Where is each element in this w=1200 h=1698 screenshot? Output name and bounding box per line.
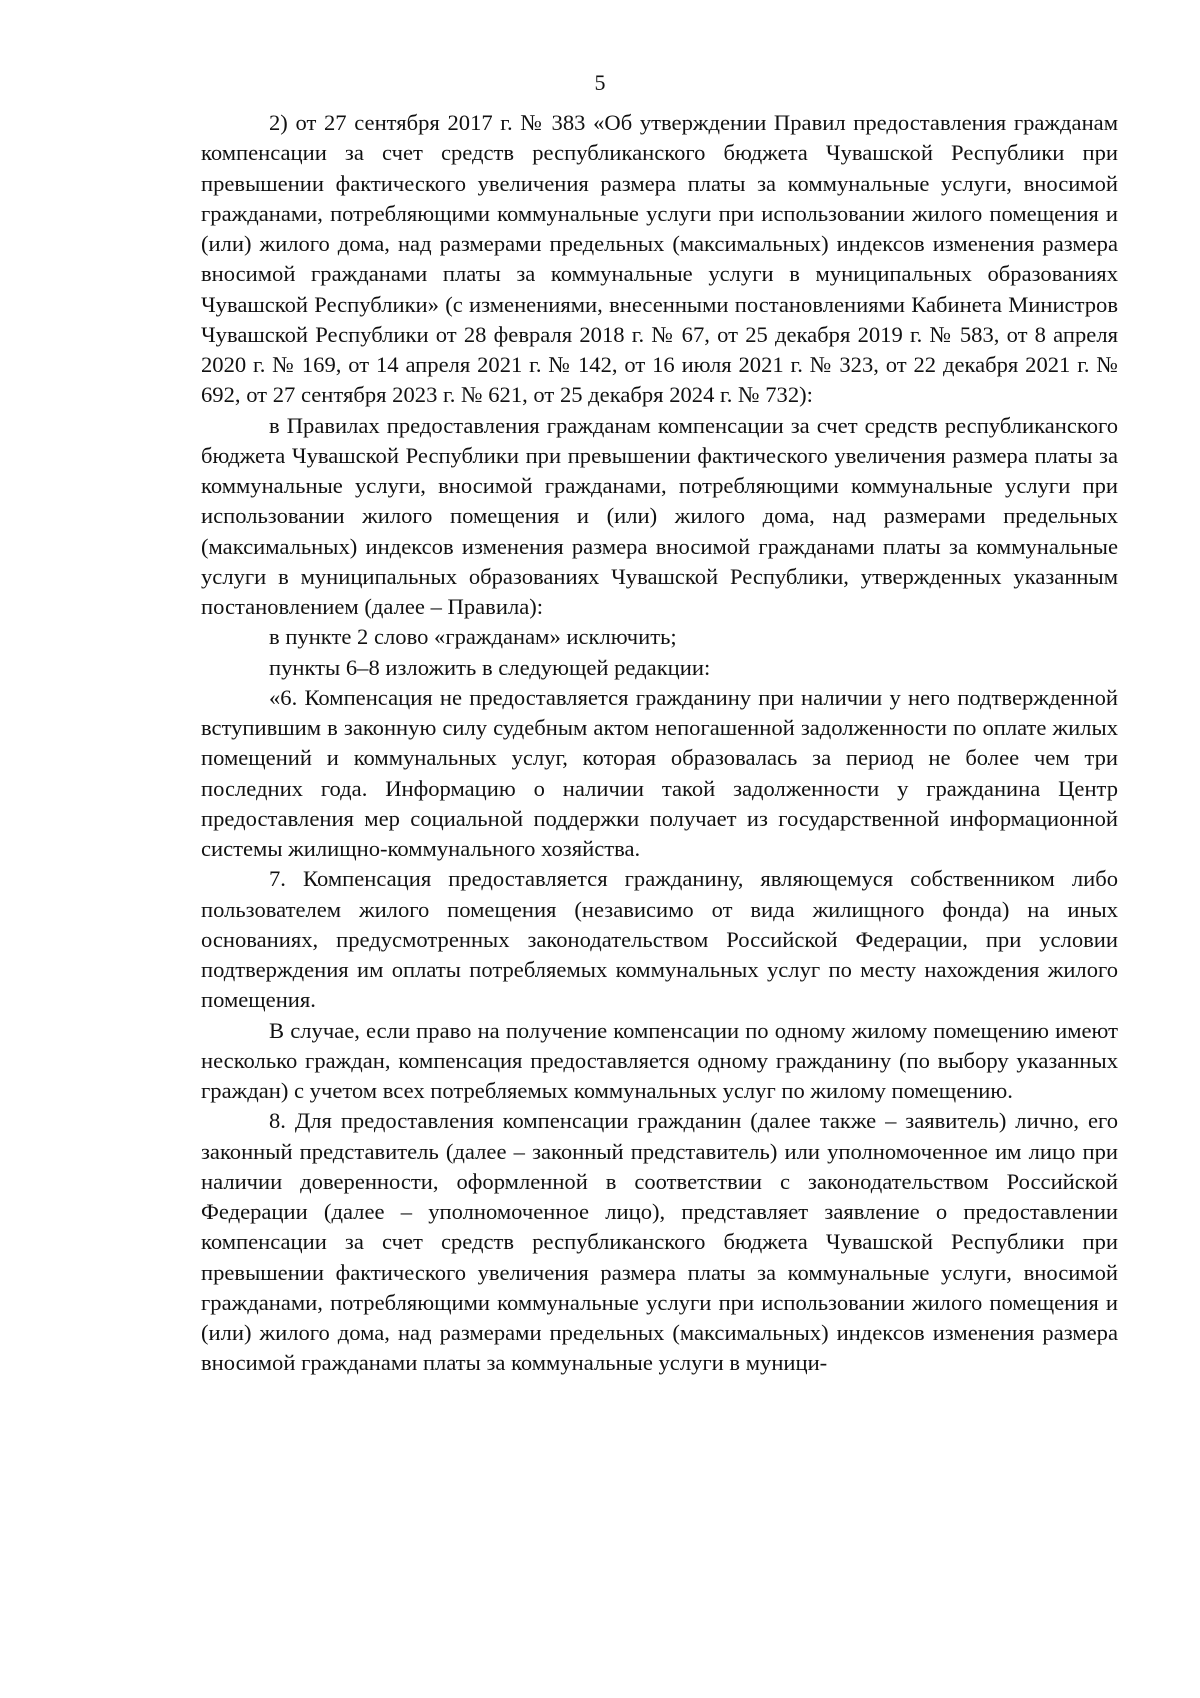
paragraph-point-7-case: В случае, если право на получение компенсации по одному жилому помещению имеют несколько граждан, компенсация предоставляется одному гражданину (по выбору указанных граждан) с учетом всех потребляемых коммунальных услуг по жилому помещению. — [201, 1017, 1118, 1103]
paragraph-rules-amendment: в Правилах предоставления гражданам компенсации за счет средств республиканского бюджета Чувашской Республики при превышении фактического увеличения размера платы за коммунальные услуги, вносимой гражданами, потребляющими коммунальные услуги при использовании жилого помещения и (или) жилого дома, над размерами предельных (максимальных) индексов изменения размера вносимой гражданами платы за коммунальные услуги в муниципальных образованиях Чувашской Республики, утвержденных указанным постановлением (далее – Правила): — [201, 412, 1118, 619]
paragraph-point-6: «6. Компенсация не предоставляется гражданину при наличии у него подтвержденной вступившим в законную силу судебным актом непогашенной задолженности по оплате жилых помещений и коммунальных услуг, которая образовалась за период не более чем три последних года. Информацию о наличии такой задолженности у гражданина Центр предоставления мер социальной поддержки получает из государственной информационной системы жилищно-коммунального хозяйства. — [201, 684, 1118, 861]
paragraph-item-2: 2) от 27 сентября 2017 г. № 383 «Об утверждении Правил предоставления гражданам компенсации за счет средств республиканского бюджета Чувашской Республики при превышении фактического увеличения размера платы за коммунальные услуги, вносимой гражданами, потребляющими коммунальные услуги при использовании жилого помещения и (или) жилого дома, над размерами предельных (максимальных) индексов изменения размера вносимой гражданами платы за коммунальные услуги в муниципальных образованиях Чувашской Республики» (с изменениями, внесенными постановлениями Кабинета Министров Чувашской Республики от 28 февраля 2018 г. № 67, от 25 декабря 2019 г. № 583, от 8 апреля 2020 г. № 169, от 14 апреля 2021 г. № 142, от 16 июля 2021 г. № 323, от 22 декабря 2021 г. № 692, от 27 сентября 2023 г. № 621, от 25 декабря 2024 г. № 732): — [201, 110, 1118, 408]
paragraph-point-2: в пункте 2 слово «гражданам» исключить; — [269, 624, 677, 650]
paragraph-points-6-8: пункты 6–8 изложить в следующей редакции: — [269, 654, 711, 680]
paragraph-point-8: 8. Для предоставления компенсации гражданин (далее также – заявитель) лично, его законный представитель (далее – законный представитель) или уполномоченное им лицо при наличии доверенности, оформленной в соответствии с законодательством Российской Федерации (далее – уполномоченное лицо), представляет заявление о предоставлении компенсации за счет средств республиканского бюджета Чувашской Республики при превышении фактического увеличения размера платы за коммунальные услуги, вносимой гражданами, потребляющими коммунальные услуги при использовании жилого помещения и (или) жилого дома, над размерами предельных (максимальных) индексов изменения размера вносимой гражданами платы за коммунальные услуги в муници- — [201, 1108, 1118, 1376]
paragraph-point-7: 7. Компенсация предоставляется гражданину, являющемуся собственником либо пользователем жилого помещения (независимо от вида жилищного фонда) на иных основаниях, предусмотренных законодательством Российской Федерации, при условии подтверждения им оплаты потребляемых коммунальных услуг по месту нахождения жилого помещения. — [201, 866, 1118, 1013]
page-number: 5 — [594, 70, 606, 95]
document-body — [201, 108, 1118, 1379]
